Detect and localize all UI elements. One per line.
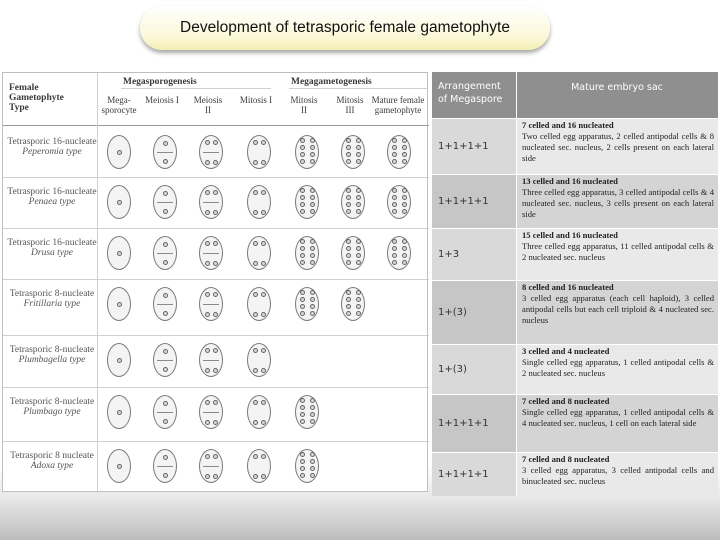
embryo-sac-drawing <box>199 135 223 169</box>
table-row <box>432 174 718 228</box>
embryo-sac-drawing <box>199 185 223 219</box>
embryo-sac-drawing <box>199 287 223 321</box>
arrangement-cell: 1+3 <box>432 228 516 280</box>
embryo-sac-drawing <box>387 135 411 169</box>
embryo-sac-description: Three celled egg apparatus, 11 celled antipodal cells & 2 nucleated sec. nucleus <box>522 241 714 262</box>
table-row <box>432 344 718 394</box>
page-title: Development of tetrasporic female gametophyte <box>180 19 510 36</box>
embryo-sac-drawing <box>199 236 223 270</box>
embryo-sac-drawing <box>341 185 365 219</box>
embryo-sac-drawing <box>153 287 177 321</box>
embryo-sac-drawing <box>295 287 319 321</box>
row-type-text: Tetrasporic 8-nucleate <box>9 289 95 299</box>
stage-header: Meiosis I <box>145 95 179 105</box>
figure-header-megasporogenesis: Megasporogenesis <box>123 77 197 87</box>
figure-header-type: Female Gametophyte Type <box>9 83 64 113</box>
embryo-sac-heading: 13 celled and 16 nucleated <box>522 176 618 186</box>
embryo-sac-drawing <box>199 449 223 483</box>
embryo-sac-heading: 7 celled and 8 nucleated <box>522 396 610 406</box>
embryo-sac-drawing <box>199 343 223 377</box>
stage-header: Mitosis I <box>239 95 273 105</box>
figure-row-label <box>6 238 98 258</box>
embryo-sac-cell <box>516 174 718 228</box>
row-type-name: Plumbagella type <box>18 355 86 365</box>
embryo-sac-drawing <box>295 185 319 219</box>
embryo-sac-drawing <box>247 395 271 429</box>
row-type-name: Peperomia type <box>22 147 82 157</box>
embryo-sac-drawing <box>153 185 177 219</box>
embryo-sac-drawing <box>247 135 271 169</box>
embryo-sac-description: Single celled egg apparatus, 1 celled antipodal cells & 4 nucleated sec. nucleus, 1 cell on each lateral side <box>522 407 714 428</box>
row-type-text: Tetrasporic 8-nucleate <box>9 397 95 407</box>
embryo-sac-cell <box>516 452 718 496</box>
embryo-sac-drawing <box>247 236 271 270</box>
table-row <box>432 280 718 344</box>
embryo-sac-drawing <box>387 185 411 219</box>
embryo-sac-drawing <box>153 449 177 483</box>
embryo-sac-drawing <box>247 287 271 321</box>
figure-row-label <box>6 345 98 365</box>
embryo-sac-drawing <box>341 236 365 270</box>
title-banner <box>140 6 550 50</box>
embryo-sac-drawing <box>199 395 223 429</box>
embryo-sac-drawing <box>295 236 319 270</box>
embryo-sac-drawing <box>107 449 131 483</box>
stage-header: Mega- sporocyte <box>101 95 137 115</box>
embryo-sac-cell <box>516 344 718 394</box>
arrangement-cell: 1+(3) <box>432 344 516 394</box>
row-type-text: Tetrasporic 16-nucleate <box>7 137 97 147</box>
row-type-name: Drusa type <box>31 248 73 258</box>
stage-header: Mature female gametophyte <box>371 95 425 115</box>
figure-header-megagametogenesis: Megagametogenesis <box>291 77 372 87</box>
col-header-arrangement: Arrangement of Megaspore <box>432 72 516 118</box>
embryo-sac-drawing <box>295 449 319 483</box>
gametophyte-figure <box>2 72 428 492</box>
embryo-sac-heading: 3 celled and 4 nucleated <box>522 346 610 356</box>
embryo-sac-drawing <box>295 135 319 169</box>
embryo-sac-heading: 7 celled and 8 nucleated <box>522 454 610 464</box>
row-type-text: Tetrasporic 16-nucleate <box>7 238 97 248</box>
embryo-sac-description: Single celled egg apparatus, 1 celled antipodal cells & 2 nucleated sec. nucleus <box>522 357 714 378</box>
row-type-name: Fritillaria type <box>23 299 81 309</box>
row-type-text: Tetrasporic 16-nucleate <box>7 187 97 197</box>
embryo-sac-drawing <box>153 395 177 429</box>
figure-row-label <box>6 397 98 417</box>
arrangement-cell: 1+1+1+1 <box>432 394 516 452</box>
embryo-sac-drawing <box>341 287 365 321</box>
embryo-sac-heading: 15 celled and 16 nucleated <box>522 230 618 240</box>
row-type-name: Plumbago type <box>23 407 81 417</box>
embryo-sac-description: Three celled egg apparatus, 3 celled antipodal cells & 4 nucleated sec. nucleus, 3 cells present on each lateral side <box>522 187 714 219</box>
embryo-sac-description: 3 celled egg apparatus (each cell haploid), 3 celled antipodal cells but each cell triploid & 4 nucleated sec. nucleus <box>522 293 714 325</box>
figure-row-label <box>6 451 98 471</box>
row-type-text: Tetrasporic 8-nucleate <box>9 345 95 355</box>
arrangement-cell: 1+1+1+1 <box>432 174 516 228</box>
embryo-sac-drawing <box>107 287 131 321</box>
row-type-name: Adoxa type <box>30 461 74 471</box>
embryo-sac-drawing <box>153 343 177 377</box>
embryo-sac-drawing <box>107 135 131 169</box>
table-row <box>432 118 718 174</box>
embryo-sac-drawing <box>247 343 271 377</box>
embryo-sac-drawing <box>107 395 131 429</box>
arrangement-cell: 1+(3) <box>432 280 516 344</box>
table-row <box>432 228 718 280</box>
embryo-sac-drawing <box>107 185 131 219</box>
embryo-sac-drawing <box>153 236 177 270</box>
embryo-sac-heading: 8 celled and 16 nucleated <box>522 282 614 292</box>
table-header <box>432 72 718 118</box>
figure-row-label <box>6 187 98 207</box>
col-header-embryo-sac: Mature embryo sac <box>516 72 718 118</box>
stage-header: Mitosis II <box>290 95 318 115</box>
row-type-text: Tetrasporic 8 nucleate <box>10 451 94 461</box>
embryo-sac-drawing <box>153 135 177 169</box>
embryo-sac-heading: 7 celled and 16 nucleated <box>522 120 614 130</box>
embryo-sac-drawing <box>295 395 319 429</box>
embryo-sac-cell <box>516 280 718 344</box>
row-type-name: Penaea type <box>28 197 76 207</box>
embryo-sac-drawing <box>247 449 271 483</box>
stage-header: Mitosis III <box>336 95 364 115</box>
arrangement-cell: 1+1+1+1 <box>432 452 516 496</box>
embryo-sac-description: Two celled egg apparatus, 2 celled antipodal cells & 8 nucleated sec. nucleus, 2 cells present on each lateral side <box>522 131 714 163</box>
embryo-sac-drawing <box>107 236 131 270</box>
stage-header: Meiosis II <box>193 95 223 115</box>
embryo-sac-drawing <box>107 343 131 377</box>
table-row <box>432 394 718 452</box>
embryo-sac-drawing <box>387 236 411 270</box>
embryo-sac-drawing <box>341 135 365 169</box>
table-row <box>432 452 718 496</box>
arrangement-cell: 1+1+1+1 <box>432 118 516 174</box>
embryo-sac-cell <box>516 118 718 174</box>
figure-row-label <box>6 289 98 309</box>
embryo-sac-drawing <box>247 185 271 219</box>
embryo-sac-description: 3 celled egg apparatus, 3 celled antipodal cells and binucleated sec. nucleus <box>522 465 714 486</box>
figure-row-label <box>6 137 98 157</box>
embryo-sac-cell <box>516 394 718 452</box>
embryo-sac-cell <box>516 228 718 280</box>
